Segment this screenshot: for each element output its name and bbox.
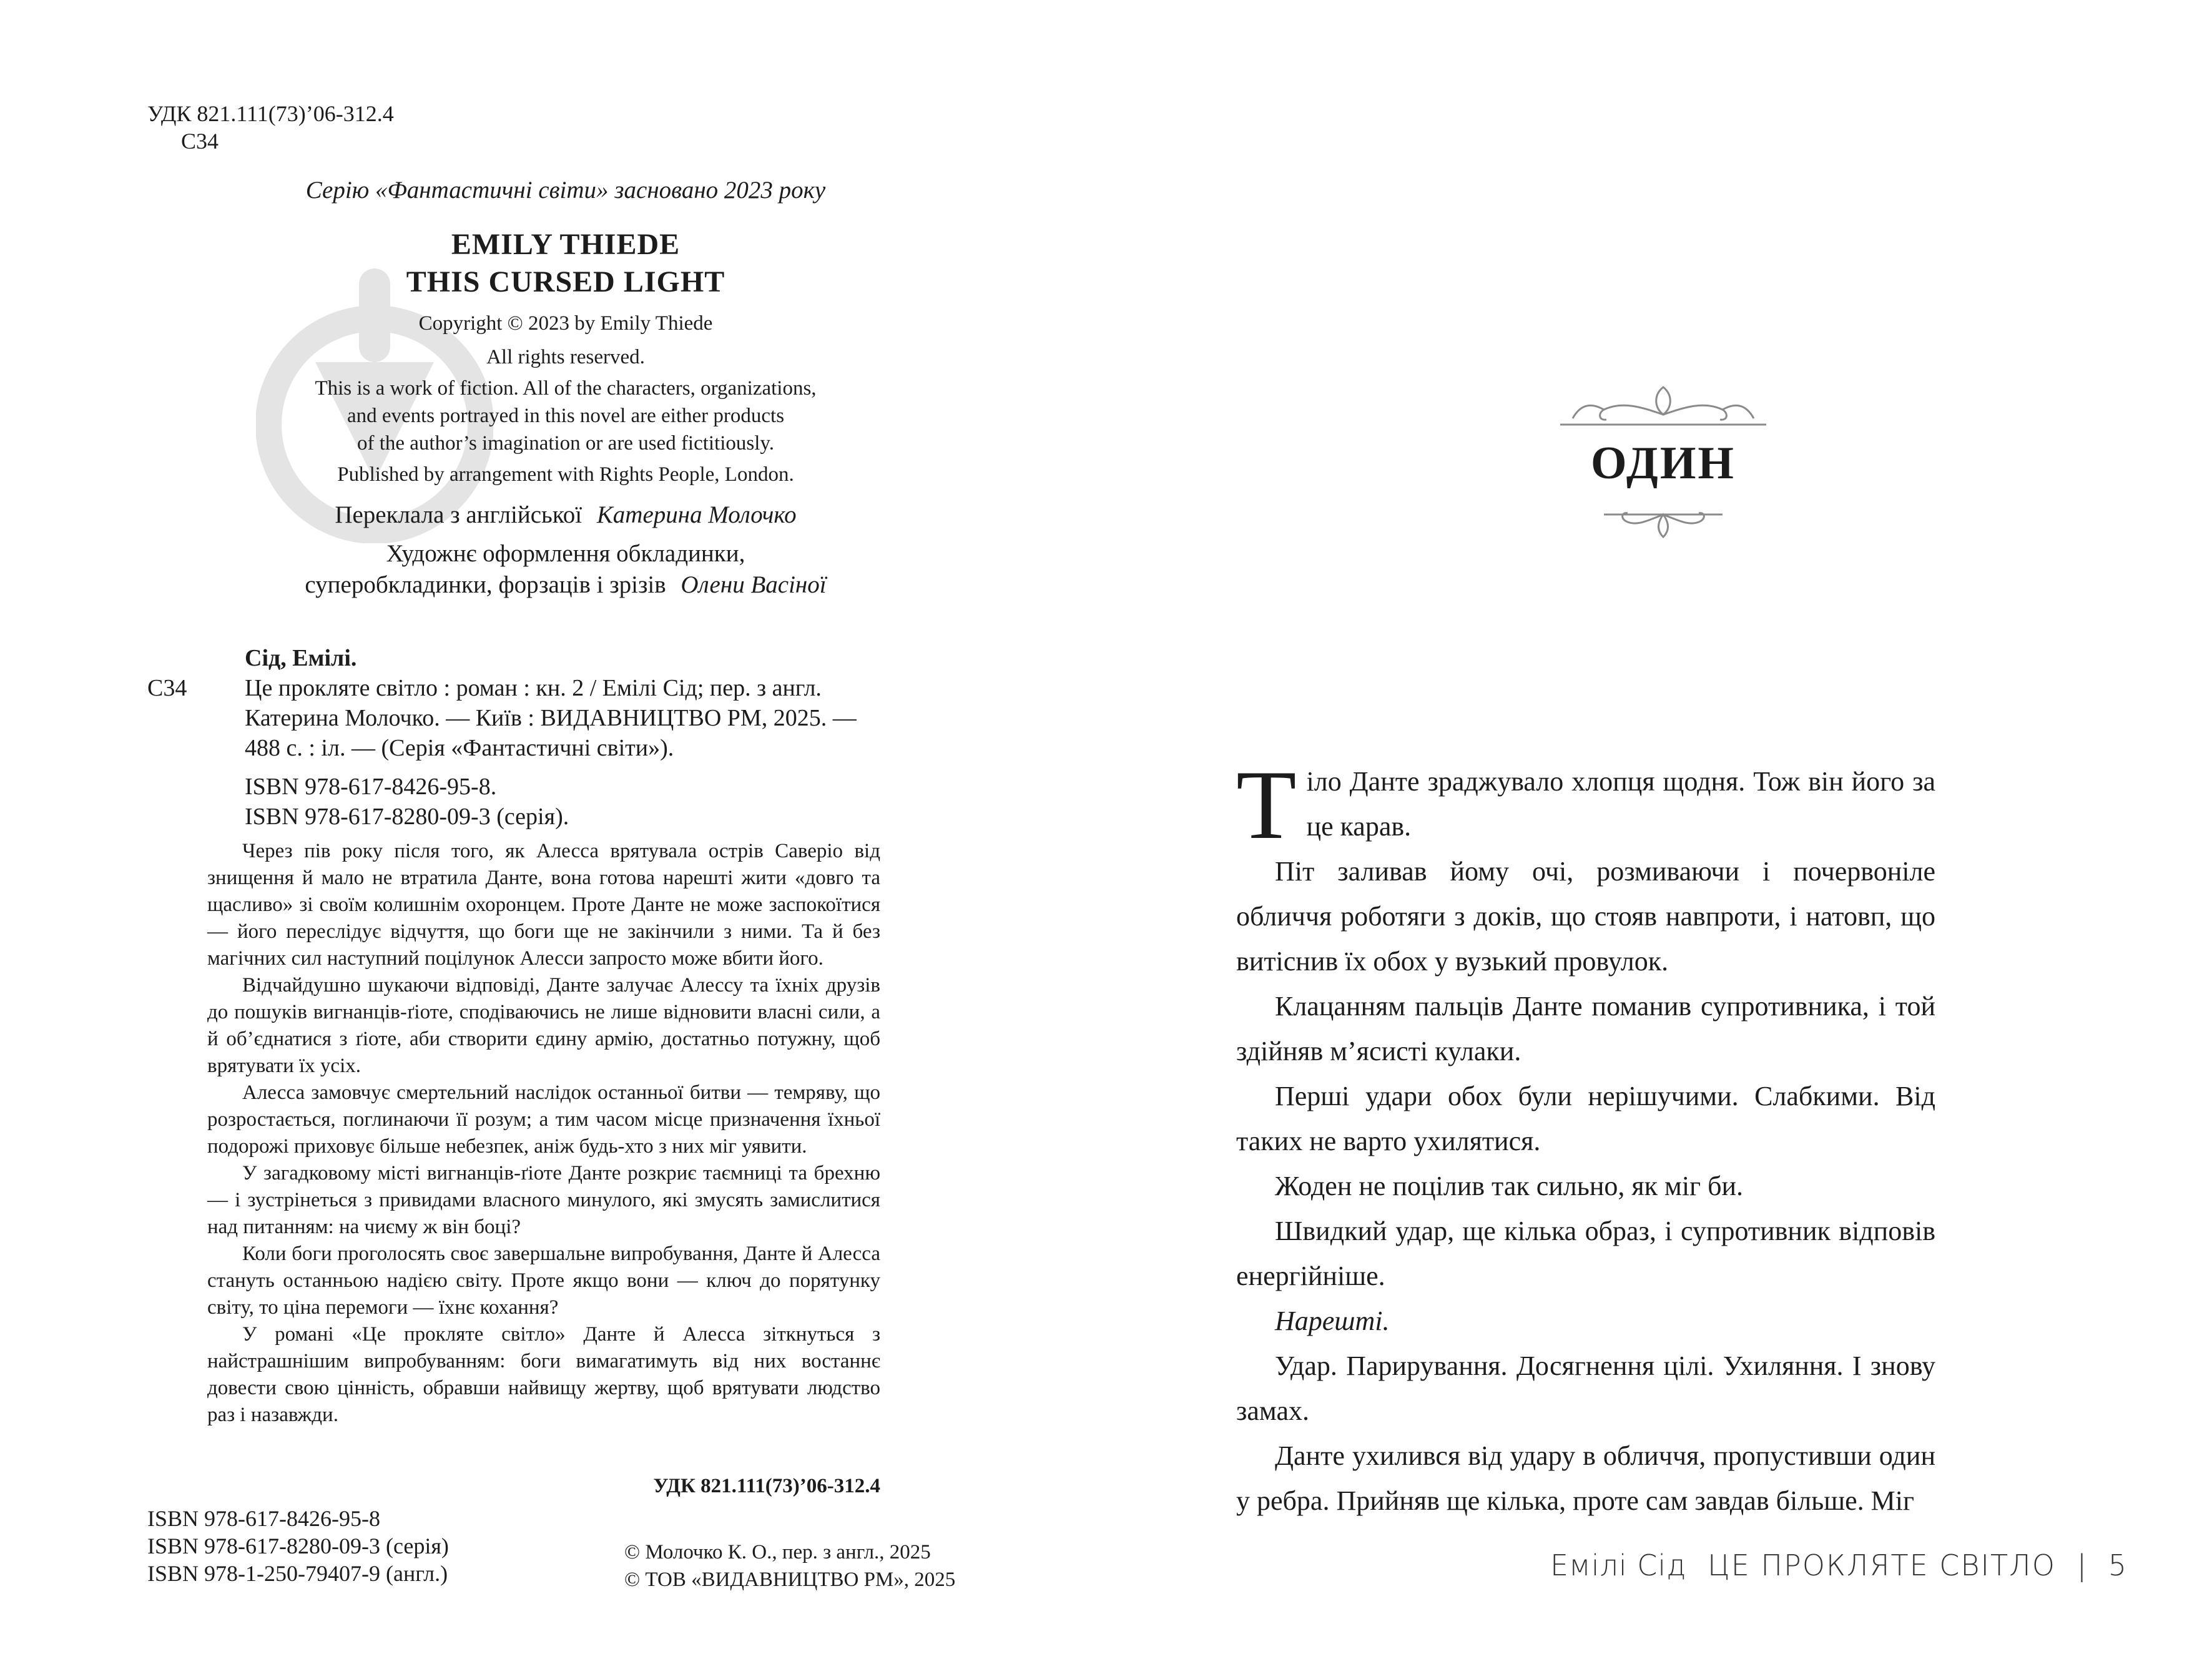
catalog-isbn-line: ISBN 978-617-8426-95-8. xyxy=(245,774,497,800)
chapter-body xyxy=(1236,751,1935,1524)
cover-design-label: суперобкладинки, форзаців і зрізів xyxy=(305,571,666,598)
catalog-heading: Сід, Емілі. xyxy=(245,645,357,671)
drop-cap: Т xyxy=(1236,751,1297,860)
body-paragraph: Швидкий удар, ще кілька образ, і супротивник відповів енергійніше. xyxy=(1236,1216,1935,1291)
running-footer xyxy=(1550,1548,2127,1582)
annotation-paragraph: Алесса замовчує смертельний наслідок останньої битви — темряву, що розростається, поглинаючи її розум; а тим часом місце призначення їхньої подорожі приховує більше небезпек, аніж будь-хто з них міг уявити. xyxy=(207,1081,880,1158)
book-annotation xyxy=(207,838,880,1429)
page-number: 5 xyxy=(2108,1548,2127,1582)
cutter-code-top: С34 xyxy=(181,129,219,154)
copyright-block xyxy=(624,1538,955,1593)
translator-label: Переклала з англійської xyxy=(335,501,582,528)
fiction-notice-line: of the author’s imagination or are used fictitiously. xyxy=(356,432,775,455)
copyright-line: © ТОВ «ВИДАВНИЦТВО РМ», 2025 xyxy=(624,1568,956,1591)
body-paragraph: Перші удари обох були нерішучими. Слабкими. Від таких не варто ухилятися. xyxy=(1236,1081,1935,1156)
isbn-block xyxy=(147,1505,449,1587)
catalog-line: 488 с. : іл. — (Серія «Фантастичні світи»). xyxy=(245,735,674,761)
translator-name: Катерина Молочко xyxy=(596,501,797,528)
running-author: Емілі Сід xyxy=(1550,1548,1687,1582)
cover-design-line xyxy=(147,569,984,601)
cover-designer-name: Олени Васіної xyxy=(681,571,827,598)
body-paragraph: Удар. Парирування. Досягнення цілі. Ухиляння. І знову замах. xyxy=(1236,1351,1935,1426)
catalog-description xyxy=(245,673,894,763)
series-note: Серію «Фантастичні світи» засновано 2023 року xyxy=(305,177,826,204)
annotation-paragraph: Через пів року після того, як Алесса врятувала острів Саверіо від знищення й мало не втратила Данте, вона готова нарешті жити «довго та щасливо» зі своїм колишнім охоронцем. Проте Данте не може заспокоїтися — його переслідує відчуття, що боги ще не закінчили з ними. Та й без магічних сил наступний поцілунок Алесси запросто може вбити його. xyxy=(207,840,880,970)
rights-notice: All rights reserved. xyxy=(486,346,645,368)
catalog-isbn-line: ISBN 978-617-8280-09-3 (серія). xyxy=(245,804,569,830)
annotation-paragraph: Відчайдушно шукаючи відповіді, Данте залучає Алессу та їхніх друзів до пошуків вигнанців-ґіоте, сподіваючись не лише відновити власні сили, а й об’єднатися з ґіоте, аби створити єдину армію, достатньо потужну, щоб врятувати їх усіх. xyxy=(207,974,880,1077)
body-paragraph: Клацанням пальців Данте поманив супротивника, і той здійняв м’ясисті кулаки. xyxy=(1236,991,1935,1066)
original-author: EMILY THIEDE xyxy=(451,228,681,261)
fiction-notice-line: and events portrayed in this novel are either products xyxy=(347,405,785,427)
isbn-line: ISBN 978-1-250-79407-9 (англ.) xyxy=(147,1561,448,1586)
annotation-paragraph: У романі «Це прокляте світло» Данте й Алесса зіткнуться з найстрашнішим випробуванням: боги вимагатимуть від них востаннє довести свою цінність, обравши найвищу жертву, щоб врятувати людство раз і назавжди. xyxy=(207,1323,880,1426)
isbn-line: ISBN 978-617-8280-09-3 (серія) xyxy=(147,1533,449,1558)
running-title: ЦЕ ПРОКЛЯТЕ СВІТЛО xyxy=(1707,1548,2056,1582)
catalog-cutter: С34 xyxy=(147,675,187,701)
publishing-arrangement: Published by arrangement with Rights People, London. xyxy=(337,463,794,486)
ornament-top-icon xyxy=(1554,382,1772,432)
right-page-chapter xyxy=(1106,0,2212,1659)
fiction-notice-line: This is a work of fiction. All of the characters, organizations, xyxy=(315,377,817,400)
annotation-paragraph: У загадковому місті вигнанців-ґіоте Данте розкриє таємниці та брехню — і зустрінеться з привидами власного минулого, які змусять замислитися над питанням: на чиєму ж він боці? xyxy=(207,1162,880,1238)
running-separator: | xyxy=(2077,1548,2088,1582)
udc-code-bottom: УДК 821.111(73)’06-312.4 xyxy=(653,1475,880,1497)
first-paragraph xyxy=(1236,751,1935,860)
body-paragraph-italic: Нарешті. xyxy=(1275,1306,1390,1336)
copyright-line: © Молочко К. О., пер. з англ., 2025 xyxy=(624,1541,931,1563)
annotation-paragraph: Коли боги проголосять своє завершальне випробування, Данте й Алесса стануть останньою надією світу. Проте якщо вони — ключ до порятунку світу, то ціна перемоги — їхнє кохання? xyxy=(207,1243,880,1319)
body-paragraph: Піт заливав йому очі, розмиваючи і почервоніле обличчя роботяги з доків, що стояв навпроти, і натовп, що витіснив їх обох у вузький провулок. xyxy=(1236,856,1935,977)
body-paragraph: Данте ухилився від удару в обличчя, пропустивши один у ребра. Прийняв ще кілька, проте сам завдав більше. Міг xyxy=(1236,1440,1935,1516)
first-paragraph-text: іло Данте зраджувало хлопця щодня. Тож він його за це карав. xyxy=(1306,766,1935,842)
udc-code-top: УДК 821.111(73)’06-312.4 xyxy=(147,101,394,126)
body-paragraph: Жоден не поцілив так сильно, як міг би. xyxy=(1275,1171,1744,1201)
catalog-isbn xyxy=(245,772,569,832)
catalog-line: Катерина Молочко. — Київ : ВИДАВНИЦТВО РМ, 2025. — xyxy=(245,705,857,731)
copyright-notice: Copyright © 2023 by Emily Thiede xyxy=(418,312,713,335)
translator-credit xyxy=(147,500,984,531)
cover-design-line: Художнє оформлення обкладинки, xyxy=(386,540,745,567)
catalog-line: Це прокляте світло : роман : кн. 2 / Емілі Сід; пер. з англ. xyxy=(245,675,822,701)
original-title: THIS CURSED LIGHT xyxy=(406,265,725,298)
cover-design-credit xyxy=(147,538,984,601)
chapter-title: ОДИН xyxy=(1591,438,1736,489)
ornament-bottom-icon xyxy=(1598,506,1729,541)
isbn-line: ISBN 978-617-8426-95-8 xyxy=(147,1506,380,1531)
fiction-notice xyxy=(147,375,984,457)
